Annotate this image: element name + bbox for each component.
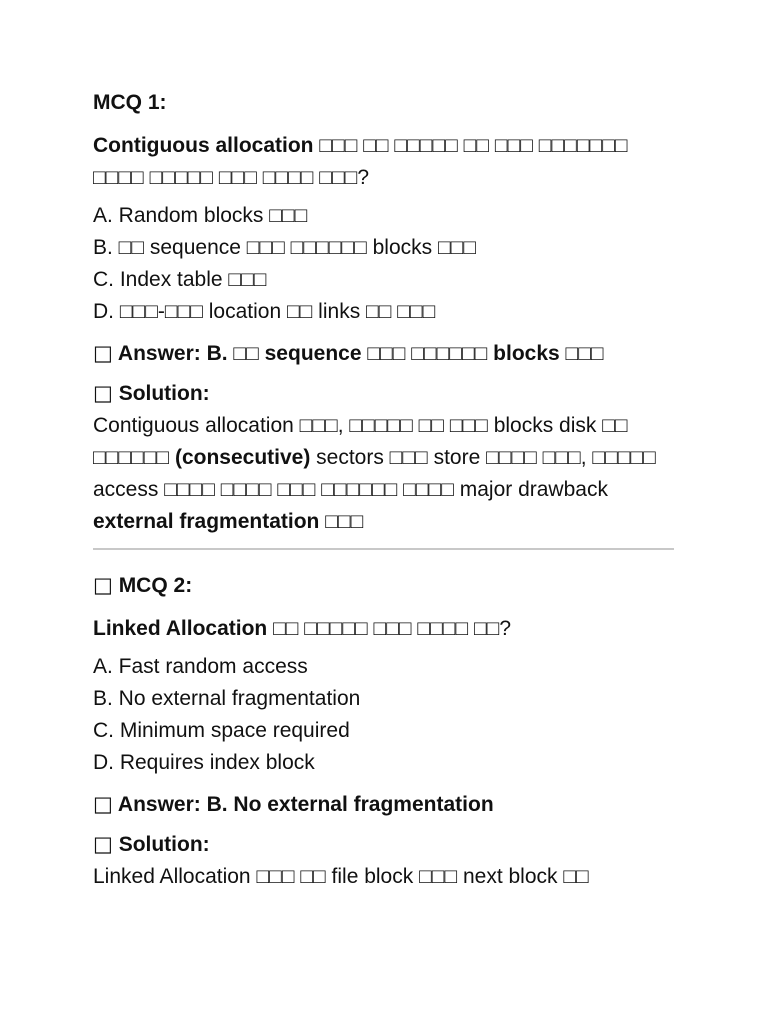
check-icon: □: [93, 341, 113, 365]
mcq-1-answer-text: Answer: B. □□ sequence □□□ □□□□□□ blocks □□□: [117, 342, 604, 365]
mcq-1-heading: MCQ 1:: [93, 91, 167, 114]
mcq-2-option-d: D. Requires index block: [93, 751, 315, 774]
mcq-1-solution-bold1: (consecutive): [174, 446, 311, 469]
mcq-1-answer: [93, 336, 674, 371]
mcq-1-question: [93, 130, 674, 194]
mcq-2-question: [93, 613, 674, 645]
mcq-1-solution-heading: [93, 377, 674, 410]
mcq-2-answer: [93, 787, 674, 822]
lightbulb-icon: □: [93, 381, 113, 405]
mcq-1-options: [93, 200, 674, 328]
mcq-1-option-b: B. □□ sequence □□□ □□□□□□ blocks □□□: [93, 236, 477, 259]
mcq-1-section: [93, 86, 674, 538]
mcq-2-question-bold: Linked Allocation: [93, 617, 268, 640]
mcq-1-solution-part2: sectors □□□ store □□□□ □□□, □□□□□ access □□□□ □□□□ □□□ □□□□□□ □□□□ major drawback: [93, 446, 656, 501]
mcq-1-question-text: □□□ □□ □□□□□ □□ □□□ □□□□□□□ □□□□ □□□□□ □□□ □□□□ □□□?: [93, 134, 628, 189]
mcq-2-option-b: B. No external fragmentation: [93, 687, 361, 710]
mcq-1-option-a: A. Random blocks □□□: [93, 204, 308, 227]
mcq-1-solution-part1: Contiguous allocation □□□, □□□□□ □□ □□□ blocks disk □□ □□□□□□: [93, 414, 628, 469]
mcq-2-solution-label: Solution:: [118, 833, 210, 856]
mcq-2-heading-text: MCQ 2:: [118, 574, 193, 597]
mcq-1-solution-label: Solution:: [118, 382, 210, 405]
mcq-1-solution-part3: □□□: [319, 510, 364, 533]
mcq-2-answer-text: Answer: B. No external fragmentation: [117, 793, 494, 816]
check-icon: □: [93, 792, 113, 816]
mcq-1-solution-bold2: external fragmentation: [93, 510, 320, 533]
mcq-2-solution-body: Linked Allocation □□□ □□ file block □□□ next block □□: [93, 865, 589, 888]
pin-icon: □: [93, 573, 113, 597]
section-divider: [93, 548, 674, 550]
mcq-2-option-a: A. Fast random access: [93, 655, 308, 678]
mcq-1-option-c: C. Index table □□□: [93, 268, 267, 291]
mcq-2-solution-heading: [93, 828, 674, 861]
mcq-1-question-bold: Contiguous allocation: [93, 134, 314, 157]
mcq-2-heading: [93, 568, 674, 603]
mcq-1-solution-body: [93, 410, 674, 538]
mcq-2-section: [93, 568, 674, 893]
lightbulb-icon: □: [93, 832, 113, 856]
mcq-2-options: [93, 651, 674, 779]
mcq-1-option-d: D. □□□-□□□ location □□ links □□ □□□: [93, 300, 436, 323]
mcq-2-option-c: C. Minimum space required: [93, 719, 350, 742]
mcq-2-question-text: □□ □□□□□ □□□ □□□□ □□?: [267, 617, 512, 640]
